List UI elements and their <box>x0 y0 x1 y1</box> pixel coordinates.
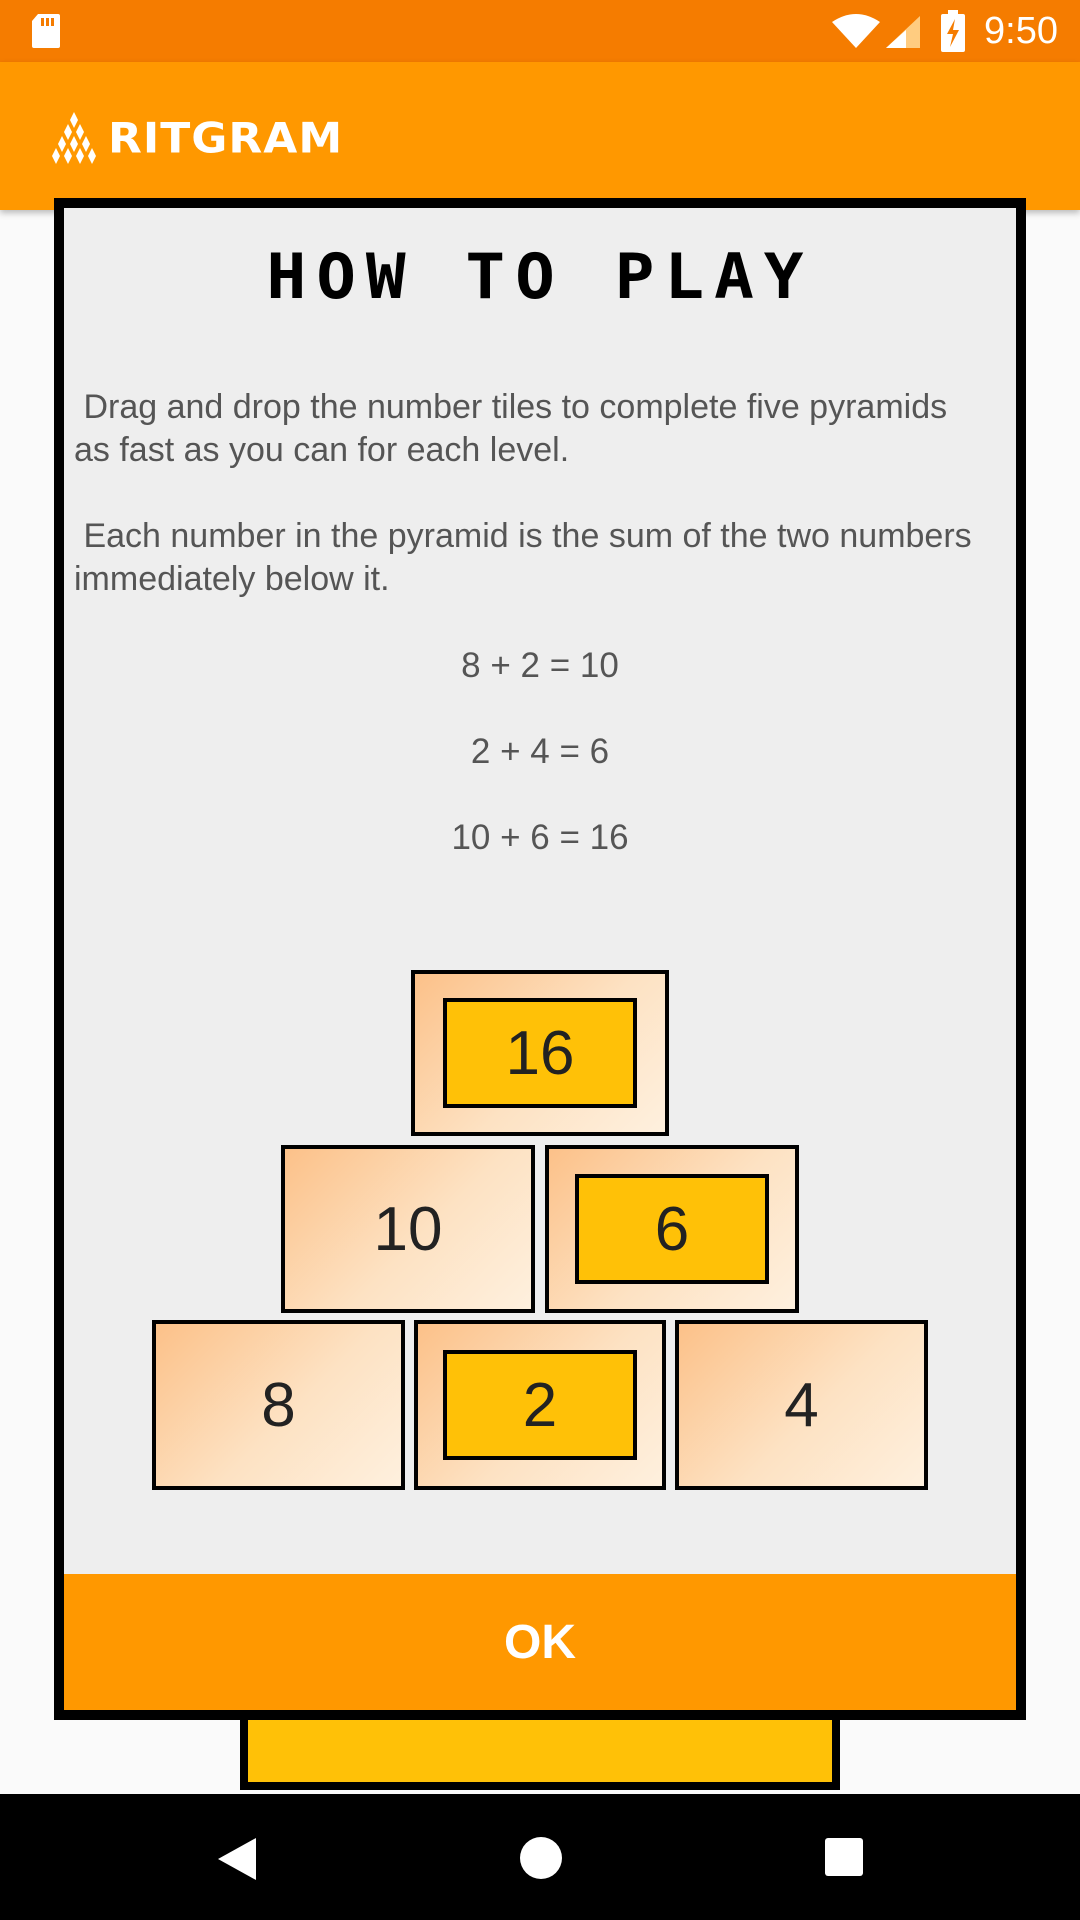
pyramid-tile-middle-left <box>281 1145 535 1313</box>
pyramid-tile-bottom-center <box>414 1320 666 1490</box>
sd-card-icon <box>30 12 62 50</box>
ok-button[interactable] <box>64 1574 1016 1710</box>
tile-value: 2 <box>522 1370 558 1440</box>
status-bar <box>0 0 1080 62</box>
tile-value: 4 <box>784 1370 819 1440</box>
pyramid-tile-bottom-right <box>675 1320 928 1490</box>
how-to-play-dialog <box>54 198 1026 1720</box>
app-logo <box>42 108 343 168</box>
equation-2: 2 + 4 = 6 <box>470 732 610 771</box>
pyramid-tile-bottom-left <box>152 1320 405 1490</box>
logo-pyramid-icon <box>42 110 106 166</box>
pyramid-tile-middle-right <box>545 1145 799 1313</box>
instruction-paragraph-1: Drag and drop the number tiles to complete five pyramids as fast as you can for each level. <box>74 388 957 469</box>
dialog-title: HOW TO PLAY <box>266 239 814 314</box>
home-icon[interactable] <box>519 1836 563 1880</box>
recents-icon[interactable] <box>824 1837 864 1877</box>
tile-value: 16 <box>505 1018 575 1088</box>
equation-1: 8 + 2 = 10 <box>461 646 619 685</box>
ok-button-label: OK <box>504 1615 576 1669</box>
app-bar <box>0 62 1080 210</box>
clock: 9:50 <box>984 10 1058 52</box>
tile-value: 6 <box>654 1194 690 1264</box>
equation-3: 10 + 6 = 16 <box>451 818 629 857</box>
signal-icon <box>884 14 922 50</box>
highlighted-tile <box>443 1350 637 1460</box>
tile-value: 10 <box>373 1194 443 1264</box>
highlighted-tile <box>575 1174 769 1284</box>
tile-value: 8 <box>261 1370 296 1440</box>
navigation-bar <box>0 1794 1080 1920</box>
back-icon[interactable] <box>216 1836 258 1882</box>
wifi-icon <box>832 14 880 50</box>
logo-text: RITGRAM <box>108 113 344 163</box>
highlighted-tile <box>443 998 637 1108</box>
pyramid-tile-top <box>411 970 669 1136</box>
battery-charging-icon <box>940 10 966 52</box>
instruction-paragraph-2: Each number in the pyramid is the sum of the two numbers immediately below it. <box>74 517 982 598</box>
